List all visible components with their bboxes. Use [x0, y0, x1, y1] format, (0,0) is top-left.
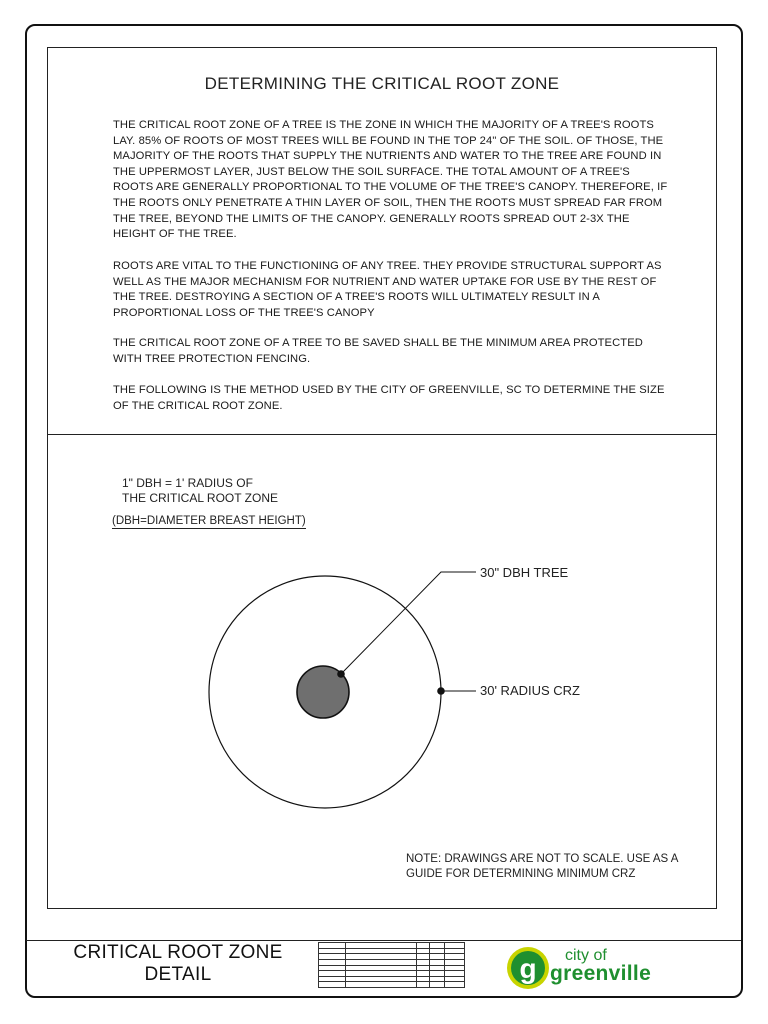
drawing-title-line-2: DETAIL — [144, 964, 212, 985]
paragraph-roots-vital: ROOTS ARE VITAL TO THE FUNCTIONING OF ANY TREE. THEY PROVIDE STRUCTURAL SUPPORT AS WELL AS THE MAJOR MECHANISM FOR NUTRIENT AND WATER UPTAKE FOR USE BY THE REST OF THE TREE. DESTROYING A SECTION OF A TREE'S ROOTS WILL ULTIMATELY RESULT IN A PROPORTIONAL LOSS OF THE TREE'S CANOPY — [113, 260, 662, 319]
tree-leader-dot — [337, 670, 345, 678]
drawing-title-line-1: CRITICAL ROOT ZONE — [73, 942, 283, 963]
dbh-formula-line-1: 1" DBH = 1' RADIUS OF — [122, 476, 253, 490]
svg-text:g: g — [519, 953, 537, 984]
paragraph-fencing: THE CRITICAL ROOT ZONE OF A TREE TO BE SAVED SHALL BE THE MINIMUM AREA PROTECTED WITH TREE PROTECTION FENCING. — [113, 337, 643, 365]
crz-leader-dot — [437, 687, 445, 695]
page-title: DETERMINING THE CRITICAL ROOT ZONE — [204, 74, 560, 93]
tree-leader-line — [341, 572, 476, 674]
title-block-divider — [26, 940, 741, 941]
revision-table — [318, 942, 465, 988]
logo-text-greenville: greenville — [550, 962, 652, 985]
crz-radius-label: 30' RADIUS CRZ — [480, 683, 581, 698]
dbh-formula-line-2: THE CRITICAL ROOT ZONE — [122, 491, 279, 505]
logo-text-city-of: city of — [565, 947, 607, 964]
drawing-title — [68, 942, 288, 986]
dbh-definition: (DBH=DIAMETER BREAST HEIGHT) — [112, 515, 306, 527]
scale-note: NOTE: DRAWINGS ARE NOT TO SCALE. USE AS A GUIDE FOR DETERMINING MINIMUM CRZ — [406, 853, 678, 880]
tree-dbh-label: 30" DBH TREE — [480, 565, 569, 580]
paragraph-critical-root-zone: THE CRITICAL ROOT ZONE OF A TREE IS THE ZONE IN WHICH THE MAJORITY OF A TREE'S ROOTS LAY. 85% OF ROOTS OF MOST TREES WILL BE FOUND IN THE TOP 24" OF THE SOIL. OF THOSE, THE MAJORITY OF THE ROOTS THAT SUPPLY THE NUTRIENTS AND WATER TO THE TREE ARE FOUND IN THE UPPERMOST LAYER, JUST BELOW THE SOIL SURFACE. THE TOTAL AMOUNT OF A TREE'S ROOTS ARE GENERALLY PROPORTIONAL TO THE VOLUME OF THE TREE'S CANOPY. THEREFORE, IF THE ROOTS ONLY PENETRATE A THIN LAYER OF SOIL, THEN THE ROOTS MUST SPREAD FAR FROM THE TREE, BEYOND THE LIMITS OF THE CANOPY. GENERALLY ROOTS SPREAD OUT 2-3X THE HEIGHT OF THE TREE. — [113, 119, 668, 241]
paragraph-method: THE FOLLOWING IS THE METHOD USED BY THE CITY OF GREENVILLE, SC TO DETERMINE THE SIZE OF THE CRITICAL ROOT ZONE. — [113, 384, 665, 412]
table-row — [319, 982, 465, 988]
